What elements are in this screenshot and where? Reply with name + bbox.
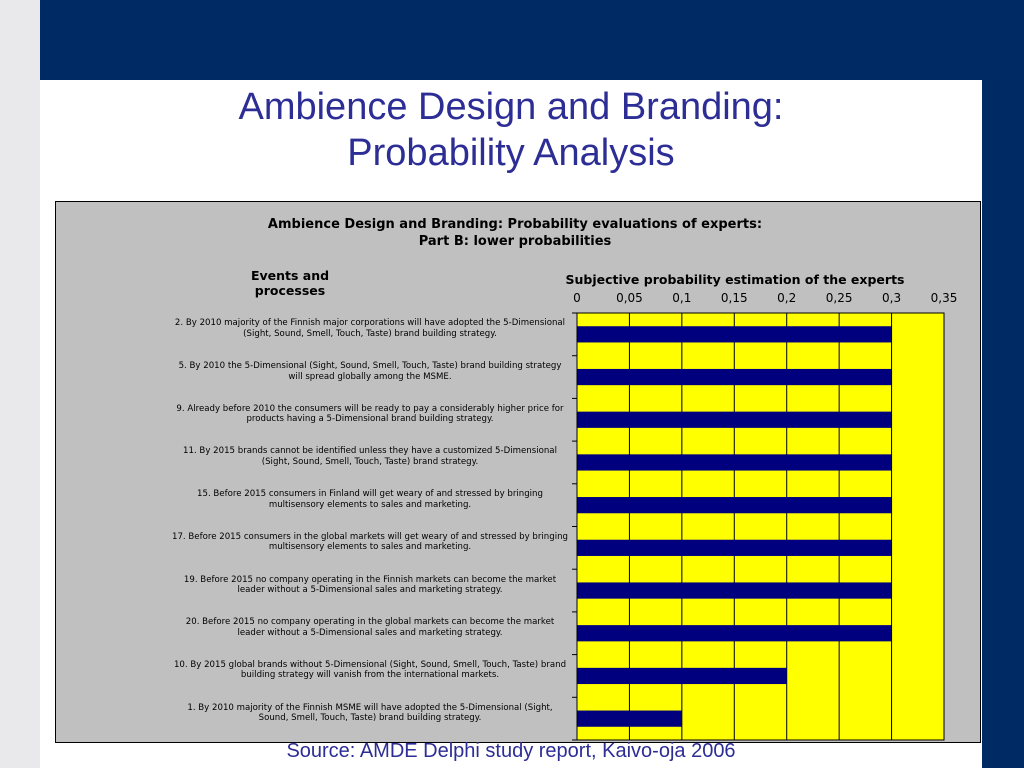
x-tick-label: 0,35: [930, 291, 958, 305]
category-label: 19. Before 2015 no company operating in the Finnish markets can become the market leader without a 5-Dimensional sales and marketing strategy.: [183, 574, 557, 596]
bar: [577, 582, 892, 598]
bar: [577, 497, 892, 513]
bar: [577, 412, 892, 428]
x-axis-title: Subjective probability estimation of the experts: [565, 272, 905, 287]
source-citation: Source: AMDE Delphi study report, Kaivo-oja 2006: [286, 740, 736, 762]
x-tick-label: 0,05: [616, 291, 643, 305]
slide-title-line2: Probability Analysis: [347, 132, 675, 174]
bar: [577, 711, 682, 727]
slide-title-line1: Ambience Design and Branding:: [238, 86, 784, 128]
category-label: 20. Before 2015 no company operating in the global markets can become the market leader without a 5-Dimensional sales and marketing strategy.: [185, 617, 555, 638]
category-label: 17. Before 2015 consumers in the global markets will get weary of and stressed by bringing multisensory elements to sales and marketing.: [172, 531, 568, 553]
category-label: 11. By 2015 brands cannot be identified unless they have a customized 5-Dimensional (Sight, Sound, Smell, Touch, Taste) brand strategy.: [183, 446, 557, 467]
bar: [577, 540, 892, 556]
bar: [577, 326, 892, 342]
chart-title-line1: Ambience Design and Branding: Probability evaluations of experts:: [267, 217, 763, 232]
bar: [577, 454, 892, 470]
chart-title-line2: Part B: lower probabilities: [418, 234, 612, 249]
x-tick-label: 0,1: [672, 291, 692, 305]
category-label: 5. By 2010 the 5-Dimensional (Sight, Sound, Smell, Touch, Taste) brand building strategy will spread globally among the MSME.: [178, 361, 562, 382]
category-label: 9. Already before 2010 the consumers will be ready to pay a considerably higher price for products having a 5-Dimensional brand building strategy.: [176, 403, 564, 425]
bar: [577, 668, 787, 684]
x-tick-label: 0,3: [882, 291, 902, 305]
category-header-line1: Events and: [250, 268, 330, 283]
category-label: 15. Before 2015 consumers in Finland will get weary of and stressed by bringing multisensory elements to sales and marketing.: [197, 489, 543, 510]
x-tick-label: 0,25: [825, 291, 853, 305]
bar: [577, 369, 892, 385]
category-header-line2: processes: [254, 283, 326, 298]
category-label: 2. By 2010 majority of the Finnish major corporations will have adopted the 5-Dimensional (Sight, Sound, Smell, Touch, Taste) brand building strategy.: [174, 318, 566, 339]
bar: [577, 625, 892, 641]
category-label: 1. By 2010 majority of the Finnish MSME will have adopted the 5-Dimensional (Sight, Sound, Smell, Touch, Taste) brand building strategy.: [187, 702, 553, 724]
x-tick-label: 0,2: [777, 291, 797, 305]
category-label: 10. By 2015 global brands without 5-Dimensional (Sight, Sound, Smell, Touch, Taste) brand building strategy will vanish from the international markets.: [173, 659, 567, 681]
x-tick-label: 0: [573, 291, 581, 305]
x-tick-label: 0,15: [720, 291, 748, 305]
